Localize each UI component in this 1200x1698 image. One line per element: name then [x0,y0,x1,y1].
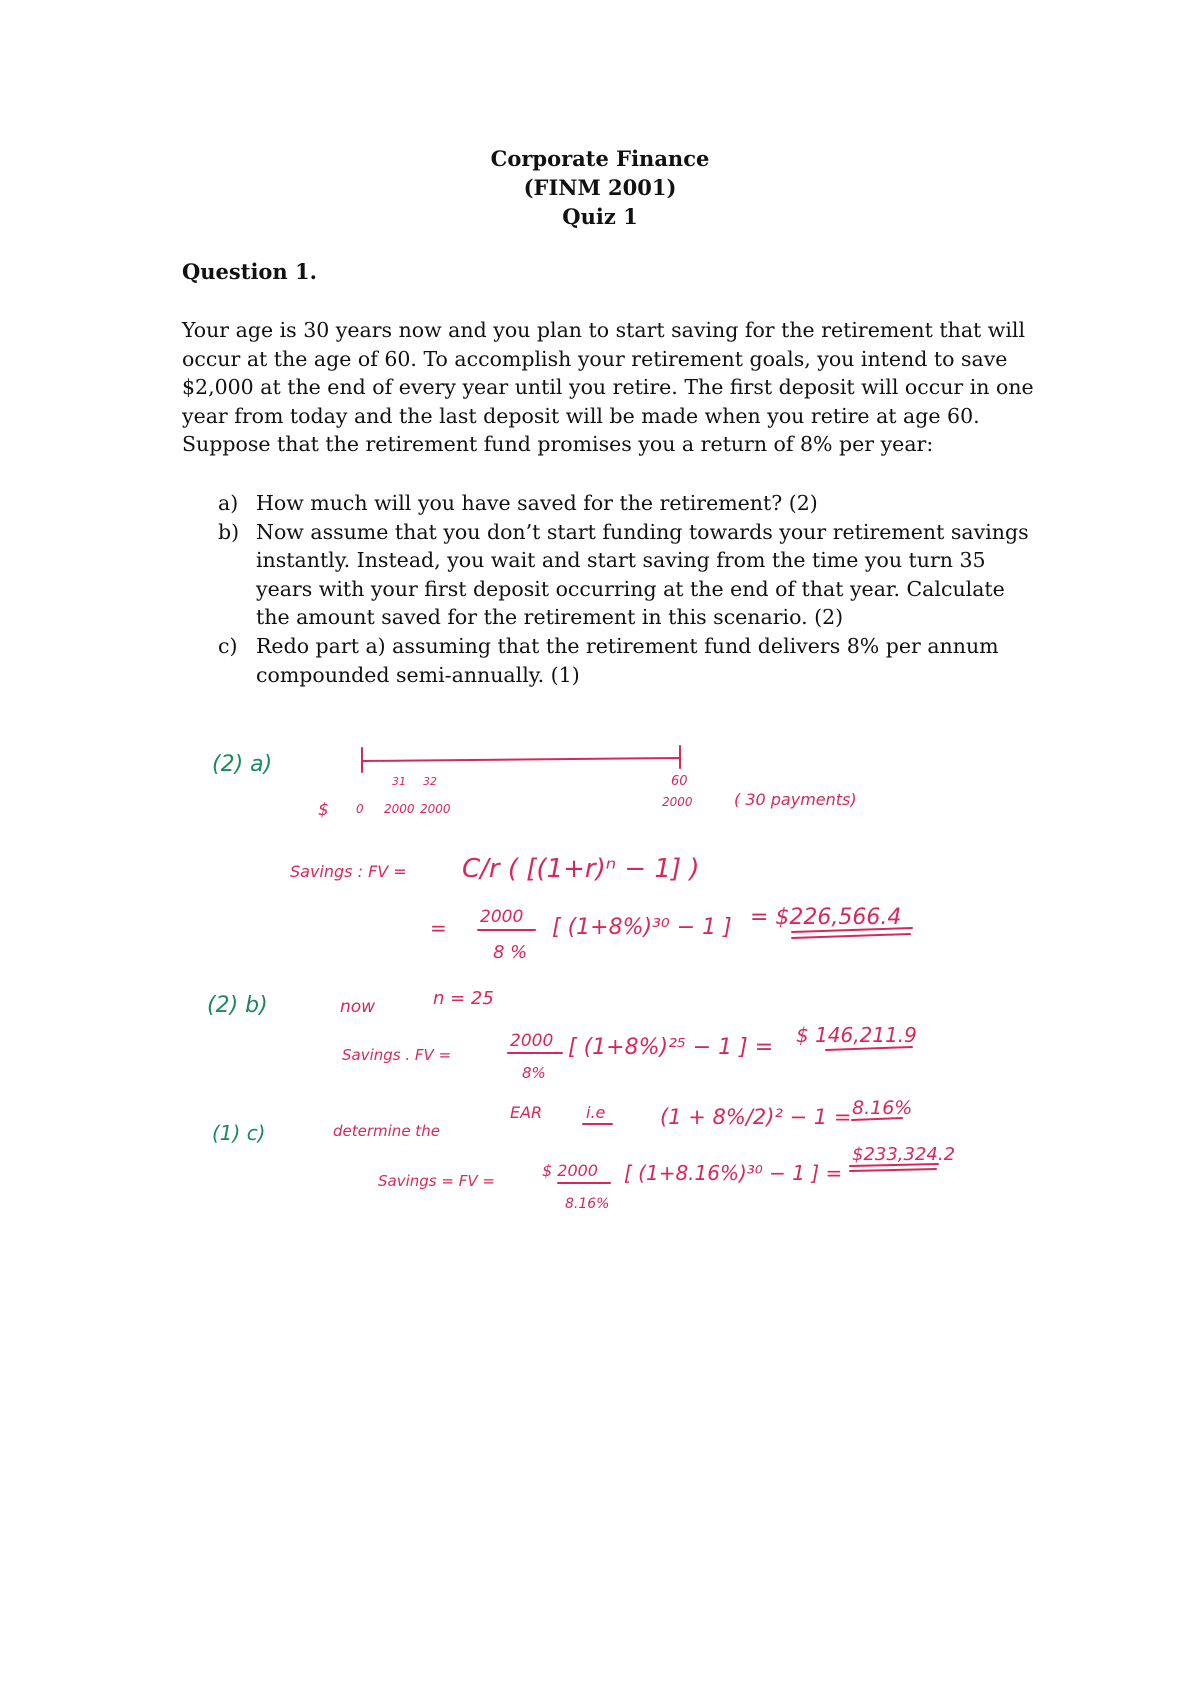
part-c-label: (1) c) [212,1121,266,1145]
part-b-label: (2) b) [207,993,268,1018]
numerator-c: $ 2000 [542,1161,598,1180]
part-a-label: (2) a) [212,752,273,777]
ear-formula: (1 + 8%/2)² − 1 = [660,1105,852,1129]
denominator-c: 8.16% [565,1196,610,1212]
part-marker: b) [218,519,240,544]
determine-text: determine the [333,1122,440,1140]
part-marker: c) [218,633,238,658]
bracket-c: [ (1+8.16%)³⁰ − 1 ] = [624,1161,843,1185]
paragraph-line: occur at the age of 60. To accomplish your retirement goals, you intend to save [182,346,1008,371]
cashflow-amount: 2000 [420,802,451,816]
result-c-underline [850,1169,936,1171]
numerator-b: 2000 [510,1031,554,1051]
cashflow-zero: 0 [356,802,364,816]
result-b: $ 146,211.9 [796,1023,917,1047]
paragraph-line: Suppose that the retirement fund promises you a return of 8% per year: [182,432,934,457]
result-a: = $226,566.4 [750,905,902,930]
part-line: How much will you have saved for the retirement? (2) [256,491,818,515]
equals-sign: = [430,916,447,940]
numerator-a: 2000 [480,907,524,927]
timeline-line [362,758,680,761]
result-b-underline [826,1047,912,1050]
savings-label-b: Savings . FV = [342,1046,452,1064]
part-line: Redo part a) assuming that the retirement fund delivers 8% per annum [256,633,999,658]
savings-label-a: Savings : FV = [290,862,407,881]
paragraph-line: year from today and the last deposit will be made when you retire at age 60. [182,403,980,428]
quiz-title: Quiz 1 [562,204,638,229]
result-a-underline [792,934,910,938]
tick-age-32: 32 [423,775,437,788]
denominator-a: 8 % [493,942,528,963]
fv-general-formula: C/r ( [(1+r)ⁿ − 1] ) [462,854,700,884]
cashflow-amount: 2000 [662,795,693,809]
ie-text: i.e [586,1103,606,1122]
savings-label-c: Savings = FV = [378,1172,495,1190]
course-code: (FINM 2001) [523,175,677,200]
part-line: instantly. Instead, you wait and start saving from the time you turn 35 [256,548,986,573]
cashflow-dollar: $ [318,800,329,820]
result-c: $233,324.2 [852,1144,956,1165]
bracket-b: [ (1+8%)²⁵ − 1 ] = [568,1035,774,1060]
part-marker: a) [218,491,239,515]
now-text: now [340,997,376,1017]
question-heading: Question 1. [182,259,317,284]
payments-note: ( 30 payments) [734,790,857,809]
bracket-a: [ (1+8%)³⁰ − 1 ] [552,915,732,940]
ear-result: 8.16% [852,1097,913,1119]
cashflow-amount: 2000 [384,802,415,816]
paragraph-line: $2,000 at the end of every year until you retire. The first deposit will occur in one [182,375,1034,400]
tick-age-60: 60 [671,774,688,789]
part-line: the amount saved for the retirement in this scenario. (2) [256,605,844,630]
part-line: years with your first deposit occurring at the end of that year. Calculate [256,576,1005,601]
paragraph-line: Your age is 30 years now and you plan to start saving for the retirement that will [182,318,1026,342]
n-equals: n = 25 [433,988,494,1009]
denominator-b: 8% [522,1064,546,1082]
part-line: compounded semi-annually. (1) [256,662,580,687]
part-line: Now assume that you don’t start funding towards your retirement savings [256,519,1029,544]
ear-text: EAR [510,1103,543,1122]
tick-age-31: 31 [392,775,406,788]
course-title: Corporate Finance [490,146,710,171]
